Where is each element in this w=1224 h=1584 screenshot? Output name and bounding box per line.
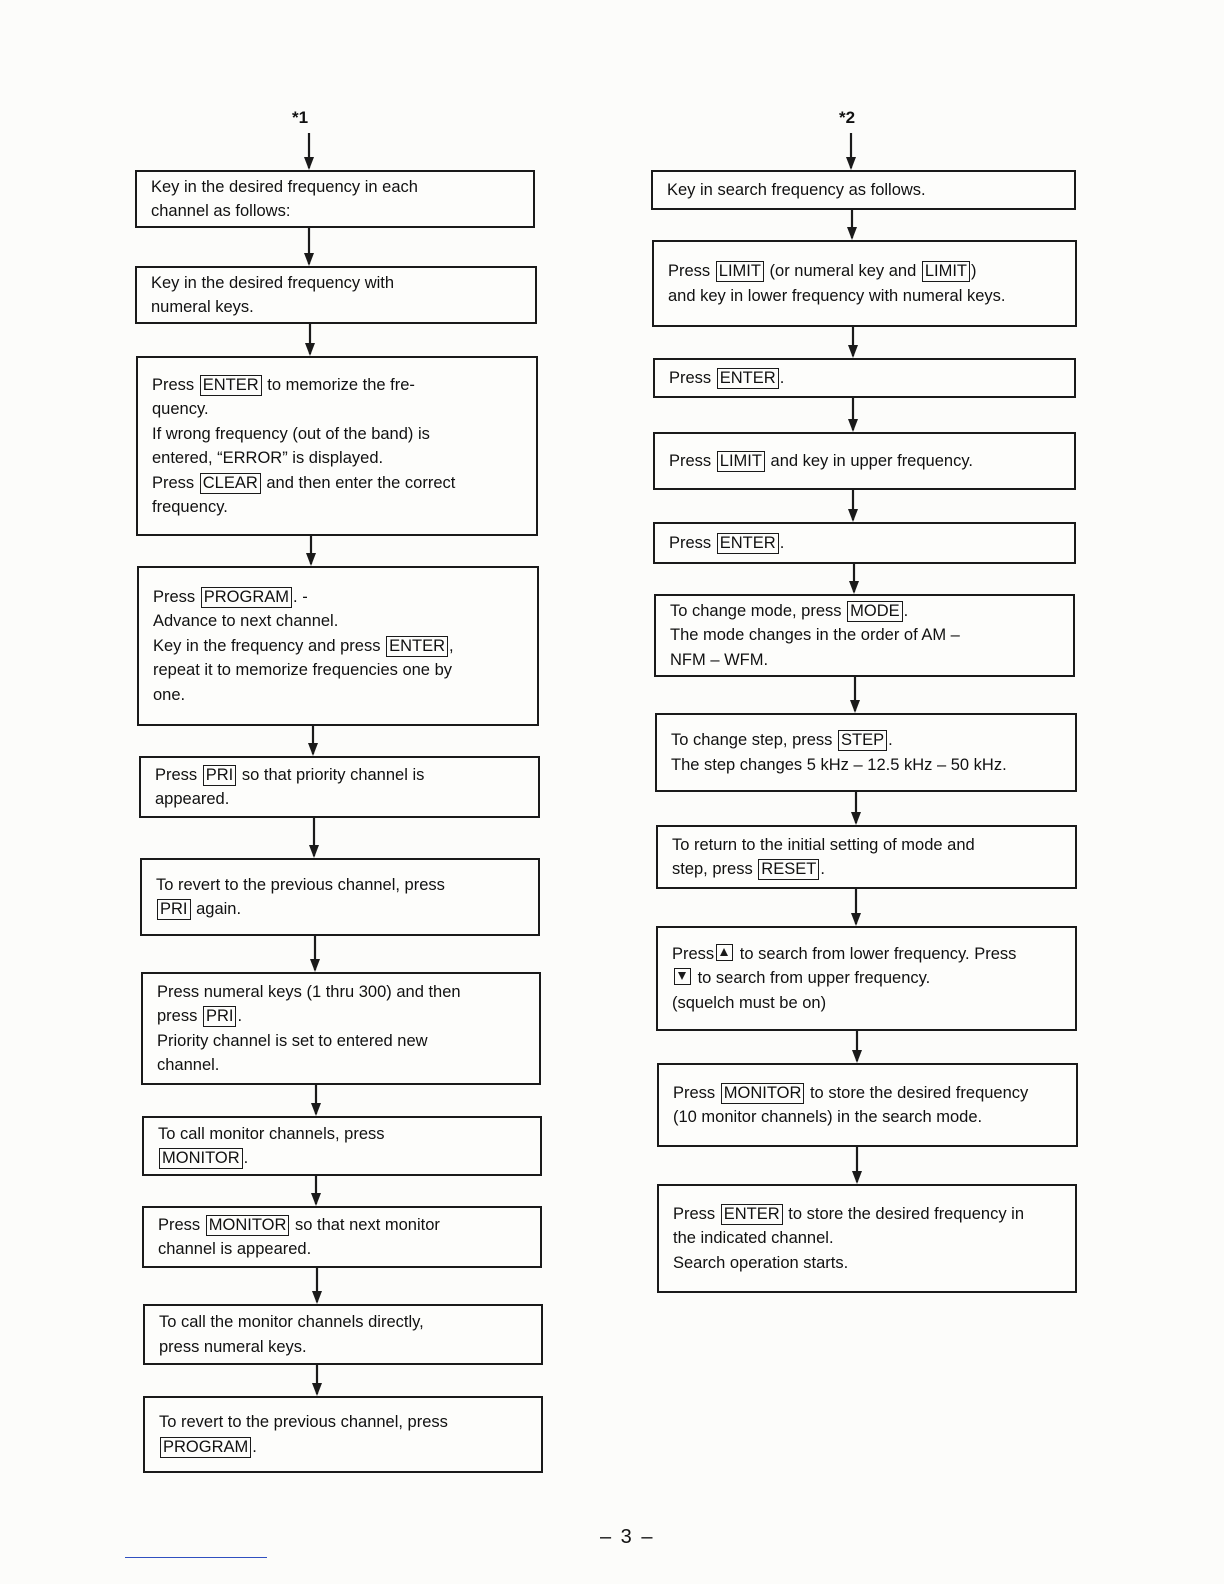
text-segment: The step changes 5 kHz – 12.5 kHz – 50 kHz.: [671, 755, 1007, 774]
text-segment: to store the desired frequency in: [783, 1204, 1024, 1223]
program-key-label: PROGRAM: [160, 1437, 251, 1458]
right-step-2: [652, 240, 1077, 327]
step-line: [669, 366, 1060, 391]
right-arrow-5: [848, 490, 858, 522]
right-arrow-1: [846, 133, 856, 170]
enter-key-label: ENTER: [386, 636, 448, 657]
step-line: [157, 1029, 525, 1054]
text-segment: Press: [669, 533, 716, 552]
text-segment: to search from upper frequency.: [693, 969, 931, 988]
left-arrow-6: [309, 818, 319, 858]
marker-2: *2: [839, 108, 856, 127]
text-segment: Key in search frequency as follows.: [667, 180, 926, 199]
left-arrow-5: [308, 726, 318, 756]
step-line: [668, 259, 1061, 284]
text-segment: .: [779, 533, 785, 552]
right-step-7: [655, 713, 1077, 792]
text-segment: . -: [293, 587, 308, 606]
text-segment: Advance to next channel.: [153, 612, 339, 631]
text-segment: to memorize the fre-: [262, 375, 415, 394]
text-segment: (or numeral key and: [764, 262, 921, 280]
left-arrow-11: [312, 1365, 322, 1396]
text-segment: Key in the desired frequency in each: [151, 177, 418, 196]
right-arrow-7: [850, 677, 860, 713]
monitor-key-label: MONITOR: [159, 1148, 243, 1169]
left-arrow-10: [312, 1268, 322, 1304]
step-line: [672, 942, 1061, 967]
text-segment: quency.: [152, 400, 209, 418]
text-segment: step, press: [672, 860, 758, 878]
program-key-label: PROGRAM: [201, 587, 292, 608]
monitor-key-label: MONITOR: [206, 1215, 290, 1236]
text-segment: Priority channel is set to entered new: [157, 1031, 428, 1050]
left-step-5: [139, 756, 540, 818]
monitor-key-label: MONITOR: [721, 1083, 805, 1104]
right-arrow-9: [851, 889, 861, 926]
step-line: [157, 1053, 525, 1078]
step-line: [667, 178, 1060, 203]
text-segment: (10 monitor channels) in the search mode.: [673, 1108, 983, 1126]
text-segment: Search operation starts.: [673, 1253, 849, 1272]
step-line: [671, 753, 1061, 778]
left-arrow-7: [310, 936, 320, 972]
text-segment: .: [820, 860, 825, 878]
text-segment: Press: [152, 473, 199, 492]
reset-key-label: RESET: [758, 859, 819, 880]
page-number: – 3 –: [600, 1526, 655, 1548]
text-segment: .: [888, 731, 893, 749]
right-step-8: [656, 825, 1077, 889]
left-arrow-3: [305, 324, 315, 356]
mode-key-label: MODE: [847, 601, 903, 622]
step-line: [669, 531, 1060, 556]
step-line: [673, 1202, 1061, 1227]
text-segment: to search from lower frequency. Press: [735, 944, 1017, 963]
text-segment: to store the desired frequency: [805, 1083, 1029, 1102]
step-line: [670, 599, 1059, 624]
left-step-4: [137, 566, 539, 726]
text-segment: again.: [191, 900, 242, 918]
left-arrow-1: [304, 133, 314, 170]
left-step-3: [136, 356, 538, 536]
text-segment: entered, “ERROR” is displayed.: [152, 449, 384, 467]
step-line: [158, 1122, 526, 1147]
step-line: [159, 1410, 527, 1435]
text-segment: .: [243, 1149, 249, 1167]
text-segment: .: [252, 1437, 257, 1456]
right-step-4: [653, 432, 1076, 490]
left-arrow-2: [304, 228, 314, 266]
text-segment: To call the monitor channels directly,: [159, 1313, 424, 1331]
left-arrow-9: [311, 1176, 321, 1206]
text-segment: Press: [673, 1204, 720, 1223]
step-line: [157, 980, 525, 1005]
text-segment: .: [903, 601, 909, 620]
text-segment: To change step, press: [671, 731, 838, 749]
right-step-6: [654, 594, 1075, 677]
text-segment: Press: [669, 451, 716, 470]
text-segment: press: [157, 1007, 202, 1025]
step-key-label: STEP: [838, 730, 887, 751]
step-line: [153, 585, 523, 610]
text-segment: so that next monitor: [290, 1215, 440, 1234]
left-step-9: [142, 1206, 542, 1268]
text-segment: Press: [669, 368, 716, 387]
step-line: [672, 991, 1061, 1016]
left-step-7: [141, 972, 541, 1085]
text-segment: Press: [153, 587, 200, 606]
text-segment: The mode changes in the order of AM –: [670, 626, 960, 645]
right-step-3: [653, 358, 1076, 398]
footer-rule: [125, 1557, 267, 1558]
text-segment: To return to the initial setting of mode and: [672, 835, 975, 854]
step-line: [151, 295, 521, 320]
step-line: [673, 1251, 1061, 1276]
text-segment: numeral keys.: [151, 298, 254, 316]
text-segment: frequency.: [152, 498, 228, 516]
right-arrow-11: [852, 1147, 862, 1184]
left-step-2: [135, 266, 537, 324]
right-arrow-10: [852, 1031, 862, 1063]
step-line: [153, 683, 523, 708]
step-line: [157, 1004, 525, 1029]
enter-key-label: ENTER: [717, 368, 779, 389]
step-line: [155, 763, 524, 788]
step-line: [155, 787, 524, 812]
step-line: [670, 648, 1059, 673]
right-step-11: [657, 1184, 1077, 1293]
step-line: [668, 284, 1061, 309]
right-step-1: [651, 170, 1076, 210]
step-line: [669, 449, 1060, 474]
enter-key-label: ENTER: [200, 375, 262, 396]
up-arrow-key-icon: [716, 944, 733, 961]
text-segment: ,: [448, 636, 454, 655]
text-segment: NFM – WFM.: [670, 650, 769, 669]
text-segment: and key in lower frequency with numeral keys.: [668, 286, 1006, 305]
text-segment: To revert to the previous channel, press: [156, 875, 445, 894]
step-line: [673, 1081, 1062, 1106]
text-segment: .: [779, 368, 785, 387]
step-line: [156, 873, 524, 898]
limit-key-label: LIMIT: [716, 261, 764, 282]
text-segment: To revert to the previous channel, press: [159, 1413, 448, 1431]
text-segment: appeared.: [155, 790, 230, 808]
step-line: [152, 373, 522, 398]
step-line: [158, 1146, 526, 1171]
step-line: [152, 495, 522, 520]
left-step-10: [143, 1304, 543, 1365]
clear-key-label: CLEAR: [200, 473, 261, 494]
right-step-9: [656, 926, 1077, 1031]
step-line: [159, 1310, 527, 1335]
text-segment: Key in the frequency and press: [153, 636, 386, 655]
right-step-5: [653, 522, 1076, 564]
step-line: [159, 1435, 527, 1460]
enter-key-label: ENTER: [717, 533, 779, 554]
text-segment: Press: [158, 1215, 205, 1234]
pri-key-label: PRI: [203, 765, 237, 786]
pri-key-label: PRI: [203, 1006, 237, 1027]
step-line: [153, 658, 523, 683]
left-step-6: [140, 858, 540, 936]
step-line: [158, 1237, 526, 1262]
step-line: [153, 634, 523, 659]
step-line: [152, 446, 522, 471]
text-segment: Press: [155, 765, 202, 784]
step-line: [159, 1335, 527, 1360]
text-segment: the indicated channel.: [673, 1229, 834, 1248]
text-segment: To change mode, press: [670, 601, 847, 620]
limit-key-label: LIMIT: [922, 261, 970, 282]
step-line: [153, 609, 523, 634]
right-arrow-4: [848, 398, 858, 432]
step-line: [152, 397, 522, 422]
pri-key-label: PRI: [157, 899, 191, 920]
step-line: [151, 175, 519, 200]
text-segment: press numeral keys.: [159, 1337, 307, 1356]
text-segment: (squelch must be on): [672, 993, 827, 1012]
left-step-1: [135, 170, 535, 228]
right-arrow-3: [848, 327, 858, 358]
text-segment: Press: [673, 1083, 720, 1102]
text-segment: Key in the desired frequency with: [151, 273, 395, 292]
text-segment: channel as follows:: [151, 202, 291, 220]
step-line: [152, 422, 522, 447]
left-step-8: [142, 1116, 542, 1176]
limit-key-label: LIMIT: [717, 451, 765, 472]
step-line: [672, 857, 1061, 882]
marker-1: *1: [292, 108, 309, 127]
text-segment: so that priority channel is: [237, 765, 425, 784]
text-segment: If wrong frequency (out of the band) is: [152, 424, 430, 443]
right-arrow-2: [847, 210, 857, 240]
step-line: [671, 728, 1061, 753]
text-segment: channel is appeared.: [158, 1240, 312, 1258]
text-segment: Press: [152, 375, 199, 394]
text-segment: channel.: [157, 1056, 220, 1074]
step-line: [151, 271, 521, 296]
text-segment: one.: [153, 685, 186, 704]
step-line: [156, 897, 524, 922]
right-arrow-8: [851, 792, 861, 825]
step-line: [672, 966, 1061, 991]
enter-key-label: ENTER: [721, 1204, 783, 1225]
text-segment: and then enter the correct: [261, 473, 456, 492]
text-segment: Press: [668, 262, 715, 280]
right-arrow-6: [849, 564, 859, 594]
left-step-11: [143, 1396, 543, 1473]
text-segment: and key in upper frequency.: [765, 451, 973, 470]
step-line: [673, 1226, 1061, 1251]
right-step-10: [657, 1063, 1078, 1147]
text-segment: .: [237, 1007, 243, 1025]
step-line: [158, 1213, 526, 1238]
text-segment: Press numeral keys (1 thru 300) and then: [157, 982, 461, 1001]
down-arrow-key-icon: [674, 968, 691, 985]
left-arrow-8: [311, 1085, 321, 1116]
left-arrow-4: [306, 536, 316, 566]
step-line: [673, 1105, 1062, 1130]
text-segment: Press: [672, 944, 715, 963]
step-line: [672, 833, 1061, 858]
text-segment: To call monitor channels, press: [158, 1124, 385, 1143]
step-line: [152, 471, 522, 496]
text-segment: ): [971, 262, 977, 280]
step-line: [670, 623, 1059, 648]
text-segment: repeat it to memorize frequencies one by: [153, 661, 452, 680]
step-line: [151, 199, 519, 224]
